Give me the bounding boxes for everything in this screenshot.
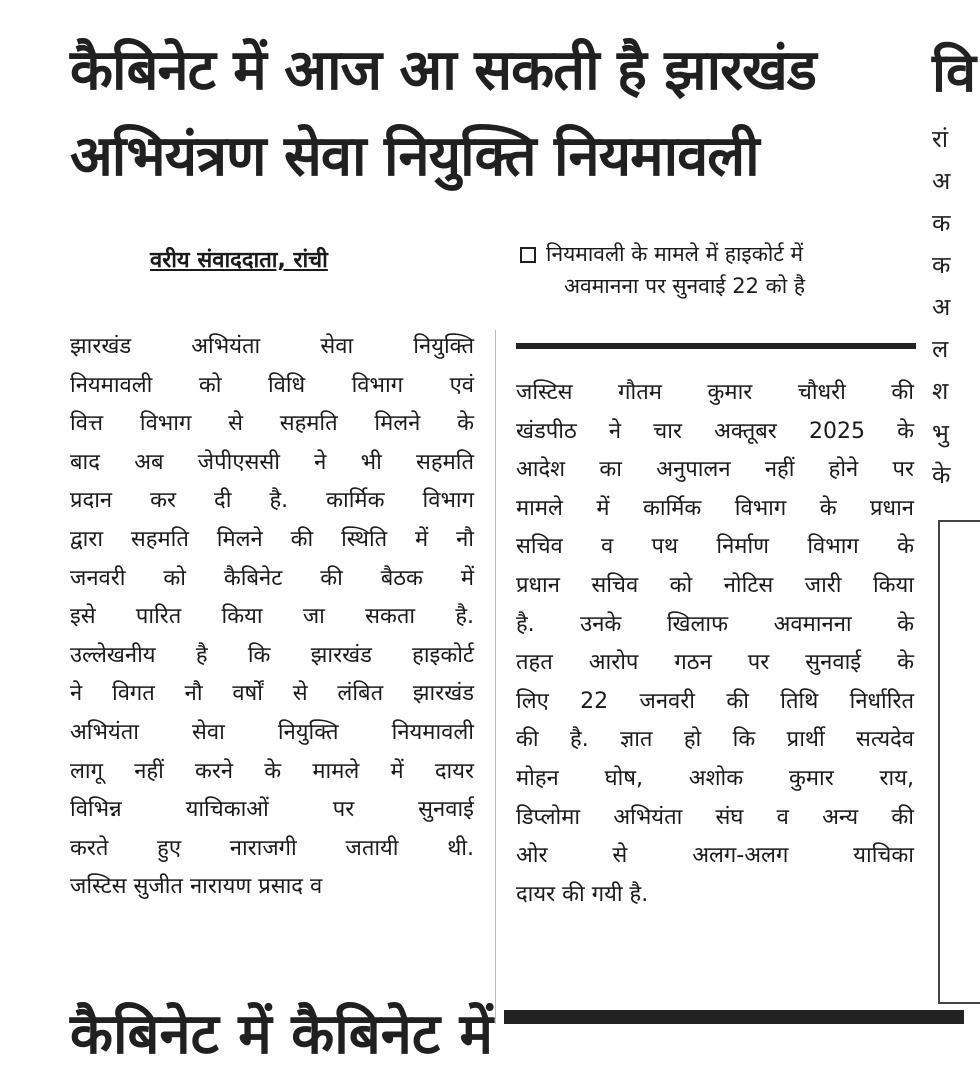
article-line: वित्त विभाग से सहमति मिलने के bbox=[70, 411, 474, 437]
article-line: लिए 22 जनवरी की तिथि निर्धारित bbox=[516, 688, 914, 714]
column-divider bbox=[495, 330, 496, 1024]
adjacent-headline: वि bbox=[932, 41, 977, 104]
article-line: झारखंड अभियंता सेवा नियुक्ति bbox=[70, 334, 474, 359]
subheadline bbox=[520, 238, 920, 302]
article-line: ओर से अलग-अलग याचिका bbox=[516, 843, 914, 869]
article-line: प्रदान कर दी है. कार्मिक विभाग bbox=[70, 488, 474, 514]
bottom-rule bbox=[504, 1010, 964, 1024]
article-line: आदेश का अनुपालन नहीं होने पर bbox=[516, 457, 914, 483]
subheadline-line-1: नियमावली के मामले में हाइकोर्ट में bbox=[546, 242, 804, 266]
adjacent-line: रां bbox=[932, 125, 949, 153]
article-line: प्रधान सचिव को नोटिस जारी किया bbox=[516, 572, 914, 598]
article-line: जनवरी को कैबिनेट की बैठक में bbox=[70, 565, 474, 591]
headline-line-1: कैबिनेट में आज आ सकती है झारखंड bbox=[70, 38, 816, 103]
right-article-column bbox=[516, 374, 914, 914]
adjacent-box bbox=[938, 520, 980, 1004]
adjacent-line: अ bbox=[932, 293, 951, 321]
article-line: विभिन्न याचिकाओं पर सुनवाई bbox=[70, 797, 474, 823]
adjacent-line: अ bbox=[932, 167, 951, 195]
square-bullet-icon bbox=[520, 247, 536, 263]
article-line: है. उनके खिलाफ अवमानना के bbox=[516, 611, 914, 637]
article-line: करते हुए नाराजगी जतायी थी. bbox=[70, 835, 474, 861]
adjacent-line: क bbox=[932, 251, 951, 279]
article-line: उल्लेखनीय है कि झारखंड हाइकोर्ट bbox=[70, 642, 474, 668]
article-line: अभियंता सेवा नियुक्ति नियमावली bbox=[70, 719, 474, 745]
article-line: मामले में कार्मिक विभाग के प्रधान bbox=[516, 495, 914, 521]
article-line: बाद अब जेपीएससी ने भी सहमति bbox=[70, 449, 474, 475]
headline-line-2: अभियंत्रण सेवा नियुक्ति नियमावली bbox=[70, 124, 759, 189]
adjacent-line: ल bbox=[932, 335, 949, 363]
article-line: की है. ज्ञात हो कि प्रार्थी सत्यदेव bbox=[516, 727, 914, 753]
article-line: खंडपीठ ने चार अक्तूबर 2025 के bbox=[516, 418, 914, 444]
article-line: जस्टिस गौतम कुमार चौधरी की bbox=[516, 380, 914, 405]
adjacent-line: भु bbox=[932, 419, 949, 447]
section-rule bbox=[516, 343, 916, 349]
article-line: डिप्लोमा अभियंता संघ व अन्य की bbox=[516, 804, 914, 830]
article-line: इसे पारित किया जा सकता है. bbox=[70, 604, 474, 630]
adjacent-line: के bbox=[932, 461, 951, 489]
next-article-headline bbox=[70, 992, 494, 1067]
article-line: द्वारा सहमति मिलने की स्थिति में नौ bbox=[70, 526, 474, 552]
article-line: ने विगत नौ वर्षों से लंबित झारखंड bbox=[70, 681, 474, 707]
article-line: जस्टिस सुजीत नारायण प्रसाद व bbox=[70, 874, 323, 900]
article-line: नियमावली को विधि विभाग एवं bbox=[70, 372, 474, 398]
article-line: लागू नहीं करने के मामले में दायर bbox=[70, 758, 474, 784]
article-line: सचिव व पथ निर्माण विभाग के bbox=[516, 534, 914, 560]
next-headline-text: कैबिनेट में कैबिनेट में bbox=[70, 1002, 494, 1067]
article-line: दायर की गयी है. bbox=[516, 881, 649, 907]
headline bbox=[70, 28, 930, 200]
article-line: तहत आरोप गठन पर सुनवाई के bbox=[516, 650, 914, 676]
adjacent-line: श bbox=[932, 377, 949, 405]
subheadline-line-2: अवमानना पर सुनवाई 22 को है bbox=[564, 274, 806, 298]
byline: वरीय संवाददाता, रांची bbox=[150, 248, 328, 273]
adjacent-line: क bbox=[932, 209, 951, 237]
left-article-column bbox=[70, 328, 474, 907]
article-line: मोहन घोष, अशोक कुमार राय, bbox=[516, 765, 914, 791]
